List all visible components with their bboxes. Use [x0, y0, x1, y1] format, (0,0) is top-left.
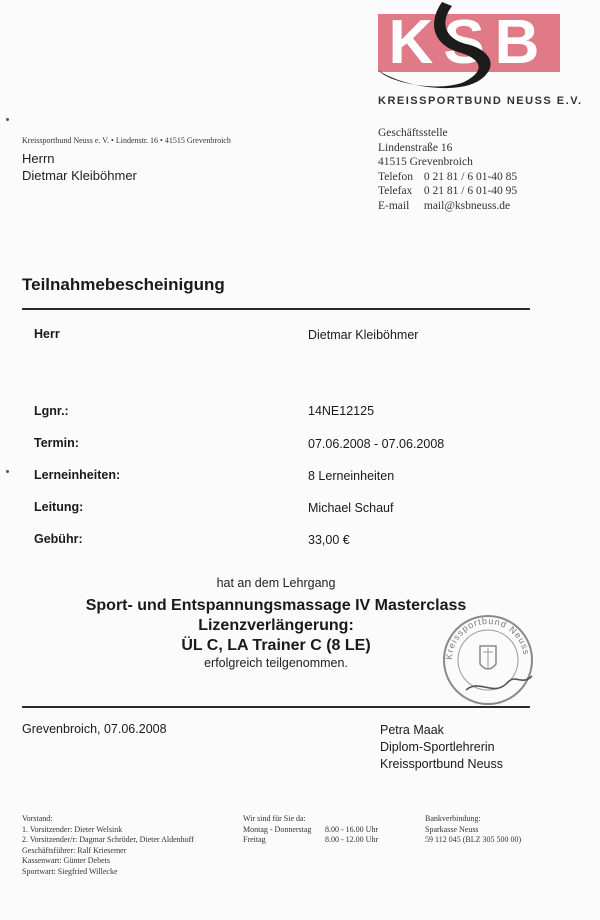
recipient-name: Dietmar Kleiböhmer — [22, 168, 137, 183]
course-title-line2: Lizenzverlängerung: — [198, 617, 354, 634]
recipient-salutation: Herrn — [22, 151, 55, 166]
footer-hours — [243, 814, 378, 846]
recipient-block — [22, 150, 137, 184]
email-label: E-mail — [378, 199, 410, 212]
footer-board — [22, 814, 194, 877]
fax-number: 0 21 81 / 6 01-40 95 — [423, 185, 518, 197]
office-phone-row — [378, 170, 517, 185]
phone-number: 0 21 81 / 6 01-40 85 — [423, 170, 518, 183]
official-stamp — [436, 612, 540, 708]
course-outro: erfolgreich teilgenommen. — [204, 656, 348, 670]
gebuehr-label: Gebühr: — [34, 532, 83, 546]
participant-name: Dietmar Kleiböhmer — [308, 328, 419, 342]
hours-days: Freitag — [243, 835, 266, 844]
fold-mark — [6, 470, 9, 473]
logo-letters: KSB — [388, 8, 550, 77]
termin-value: 07.06.2008 - 07.06.2008 — [308, 437, 445, 451]
fax-label: Telefax — [378, 185, 413, 197]
phone-label: Telefon — [378, 170, 413, 183]
leitung-label: Leitung: — [34, 500, 84, 514]
hours-time: 8.00 - 12.00 Uhr — [325, 835, 379, 844]
office-email-row — [378, 199, 517, 214]
lerneinheiten-label: Lerneinheiten: — [34, 468, 121, 482]
hours-days: Montag - Donnerstag — [243, 824, 312, 834]
hours-time: 8.00 - 16.00 Uhr — [325, 824, 379, 834]
hours-row — [243, 835, 378, 846]
signer-name: Petra Maak — [380, 723, 444, 737]
leitung-value: Michael Schauf — [308, 501, 394, 515]
signature-divider — [22, 706, 530, 708]
gebuehr-value: 33,00 € — [308, 533, 350, 547]
email-address: mail@ksbneuss.de — [423, 199, 511, 212]
title-divider — [22, 308, 530, 310]
office-street: Lindenstraße 16 — [378, 141, 453, 154]
board-line: 2. Vorsitzender/r: Dagmar Schröder, Dieter Aldenhoff — [22, 835, 194, 844]
logo-subtitle: KREISSPORTBUND NEUSS E.V. — [378, 95, 583, 107]
signer-block — [380, 722, 503, 773]
signer-title: Diplom-Sportlehrerin — [380, 740, 495, 754]
board-heading: Vorstand: — [22, 814, 53, 823]
course-title-line3: ÜL C, LA Trainer C (8 LE) — [181, 637, 371, 654]
course-title-line1: Sport- und Entspannungsmassage IV Masterclass — [85, 597, 467, 614]
office-contact-block — [378, 126, 517, 213]
salutation-label: Herr — [34, 327, 60, 341]
bank-name: Sparkasse Neuss — [425, 824, 479, 834]
sender-address-line: Kreissportbund Neuss e. V. • Lindenstr. 16 • 41515 Grevenbroich — [22, 136, 231, 145]
office-fax-row — [378, 184, 517, 199]
hours-row — [243, 825, 378, 836]
document-title: Teilnahmebescheinigung — [22, 275, 225, 294]
signer-organization: Kreissportbund Neuss — [380, 757, 503, 771]
board-line: Sportwart: Siegfried Willecke — [22, 866, 118, 876]
logo-swoosh — [370, 0, 570, 95]
footer-bank — [425, 814, 521, 846]
bank-account: 59 112 045 (BLZ 305 500 00) — [425, 835, 522, 844]
fold-mark — [6, 118, 9, 121]
board-line: 1. Vorsitzender: Dieter Welsink — [22, 824, 123, 834]
lgnr-label: Lgnr.: — [34, 404, 69, 418]
lgnr-value: 14NE12125 — [308, 404, 375, 418]
lerneinheiten-value: 8 Lerneinheiten — [308, 469, 395, 483]
course-intro: hat an dem Lehrgang — [216, 576, 336, 590]
termin-label: Termin: — [34, 436, 79, 450]
stamp-arc-text: Kreissportbund Neuss — [443, 615, 532, 661]
board-line: Geschäftsführer: Ralf Kriesemer — [22, 845, 127, 855]
date-place: Grevenbroich, 07.06.2008 — [22, 722, 167, 736]
board-line: Kassenwart: Günter Debets — [22, 856, 110, 865]
bank-heading: Bankverbindung: — [425, 814, 481, 823]
hours-heading: Wir sind für Sie da: — [243, 814, 306, 823]
office-heading: Geschäftsstelle — [378, 127, 448, 139]
office-city: 41515 Grevenbroich — [378, 156, 473, 168]
